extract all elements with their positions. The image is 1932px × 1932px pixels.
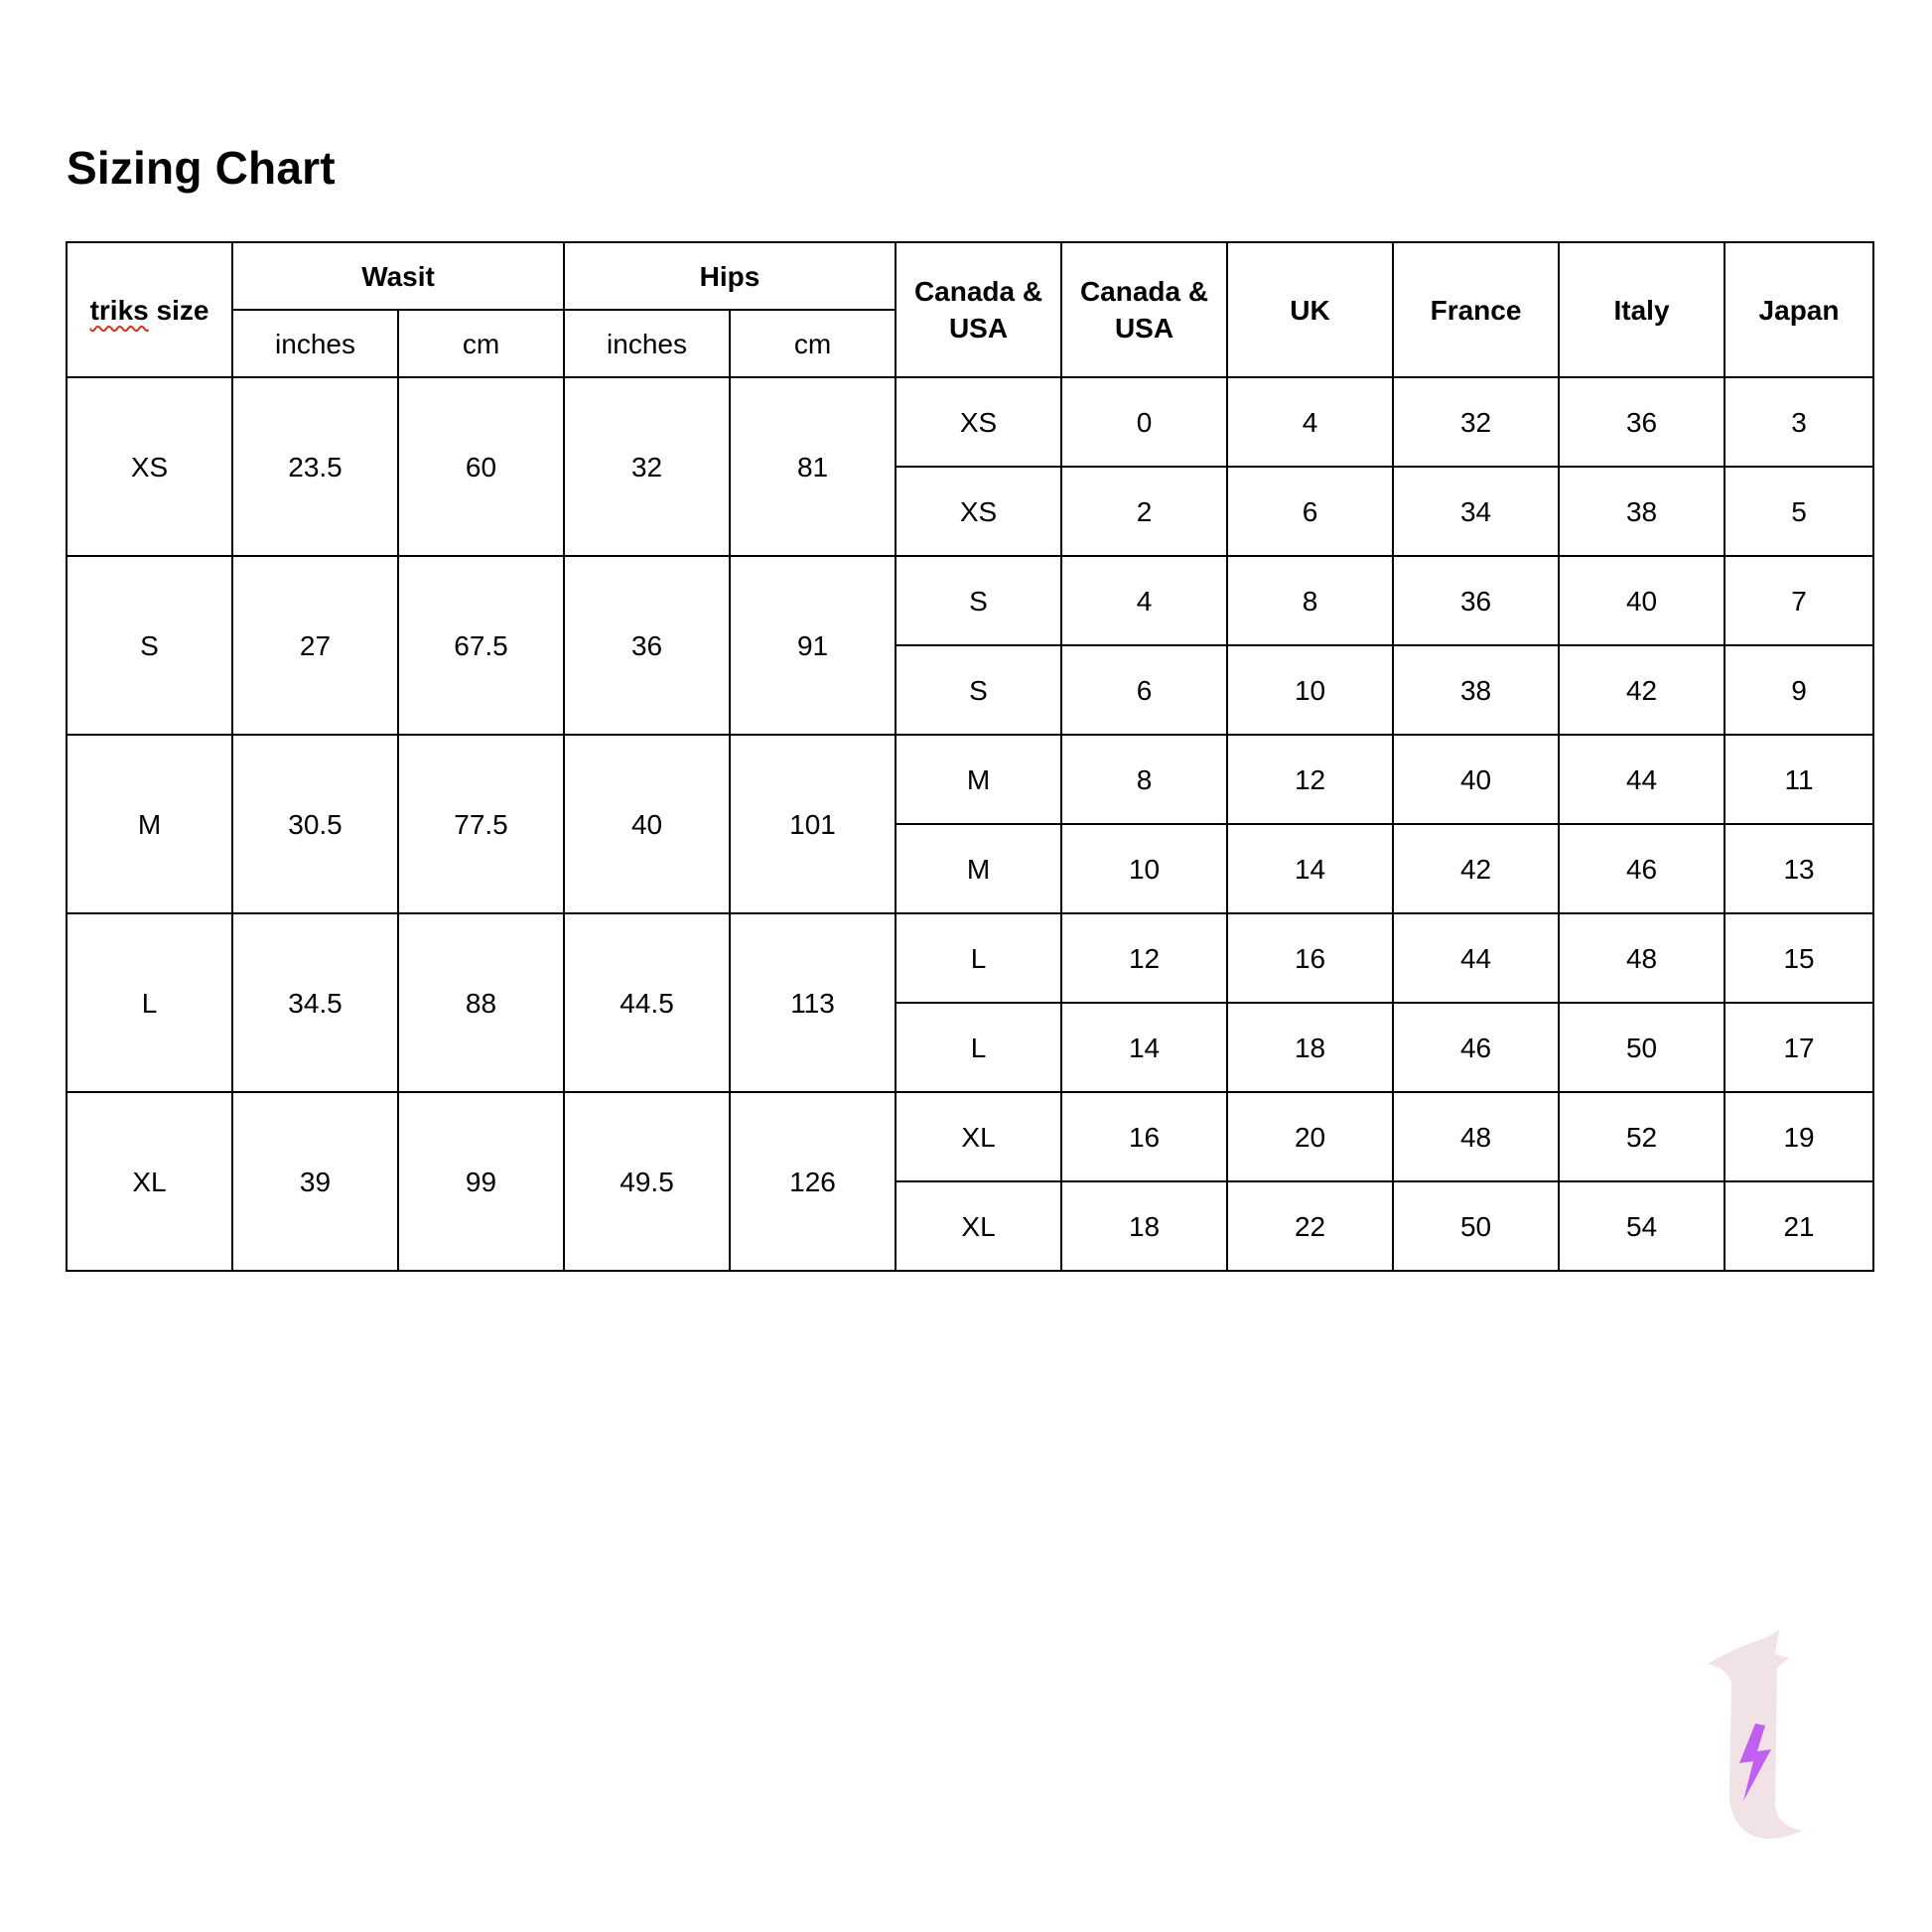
cell-italy: 38 [1559, 467, 1725, 556]
cell-uk: 16 [1227, 913, 1393, 1003]
cell-canada-usa-letter: S [896, 645, 1061, 735]
cell-france: 50 [1393, 1181, 1559, 1271]
size-group-xs [67, 377, 1873, 556]
page-title: Sizing Chart [67, 142, 336, 194]
cell-canada-usa-letter: L [896, 913, 1061, 1003]
cell-canada-usa-letter: XS [896, 377, 1061, 467]
cell-waist-inches: 39 [232, 1092, 398, 1271]
cell-italy: 40 [1559, 556, 1725, 645]
cell-japan: 11 [1725, 735, 1873, 824]
cell-japan: 15 [1725, 913, 1873, 1003]
cell-hips-inches: 49.5 [564, 1092, 730, 1271]
cell-france: 36 [1393, 556, 1559, 645]
cell-italy: 48 [1559, 913, 1725, 1003]
cell-canada-usa-number: 14 [1061, 1003, 1227, 1092]
cell-france: 38 [1393, 645, 1559, 735]
cell-waist-cm: 99 [398, 1092, 564, 1271]
cell-france: 48 [1393, 1092, 1559, 1181]
cell-hips-inches: 32 [564, 377, 730, 556]
header-france: France [1393, 242, 1559, 377]
cell-japan: 13 [1725, 824, 1873, 913]
cell-canada-usa-number: 2 [1061, 467, 1227, 556]
header-uk: UK [1227, 242, 1393, 377]
sizing-table [66, 241, 1874, 1272]
cell-italy: 54 [1559, 1181, 1725, 1271]
cell-japan: 7 [1725, 556, 1873, 645]
header-canada-usa-number [1061, 242, 1227, 377]
cell-triks-size: M [67, 735, 232, 913]
size-group-l [67, 913, 1873, 1092]
cell-triks-size: XS [67, 377, 232, 556]
lightning-bolt-logo-icon [1704, 1628, 1823, 1847]
cell-canada-usa-letter: M [896, 735, 1061, 824]
table-row [67, 1092, 1873, 1181]
size-group-xl [67, 1092, 1873, 1271]
cell-japan: 9 [1725, 645, 1873, 735]
cell-canada-usa-letter: L [896, 1003, 1061, 1092]
cell-canada-usa-number: 16 [1061, 1092, 1227, 1181]
cell-france: 34 [1393, 467, 1559, 556]
header-canada-usa-letter [896, 242, 1061, 377]
cell-italy: 52 [1559, 1092, 1725, 1181]
cell-uk: 14 [1227, 824, 1393, 913]
cell-canada-usa-letter: XL [896, 1181, 1061, 1271]
cell-waist-inches: 27 [232, 556, 398, 735]
header-waist: Wasit [232, 242, 564, 310]
header-hips: Hips [564, 242, 896, 310]
size-group-s [67, 556, 1873, 735]
cell-france: 40 [1393, 735, 1559, 824]
cell-uk: 22 [1227, 1181, 1393, 1271]
cell-hips-cm: 81 [730, 377, 896, 556]
header-hips-inches: inches [564, 310, 730, 377]
cell-italy: 50 [1559, 1003, 1725, 1092]
header-canada-usa-letter-line1: Canada & [913, 276, 1043, 307]
cell-canada-usa-letter: XL [896, 1092, 1061, 1181]
cell-waist-inches: 23.5 [232, 377, 398, 556]
cell-uk: 4 [1227, 377, 1393, 467]
cell-uk: 18 [1227, 1003, 1393, 1092]
cell-france: 32 [1393, 377, 1559, 467]
header-hips-cm: cm [730, 310, 896, 377]
cell-france: 44 [1393, 913, 1559, 1003]
header-waist-inches: inches [232, 310, 398, 377]
cell-hips-inches: 44.5 [564, 913, 730, 1092]
cell-hips-inches: 40 [564, 735, 730, 913]
cell-italy: 44 [1559, 735, 1725, 824]
header-triks-size-rest: size [148, 294, 209, 326]
cell-france: 46 [1393, 1003, 1559, 1092]
cell-japan: 19 [1725, 1092, 1873, 1181]
cell-japan: 5 [1725, 467, 1873, 556]
header-canada-usa-letter-line2: USA [948, 313, 1009, 344]
cell-waist-cm: 60 [398, 377, 564, 556]
cell-japan: 21 [1725, 1181, 1873, 1271]
cell-uk: 6 [1227, 467, 1393, 556]
cell-italy: 42 [1559, 645, 1725, 735]
cell-hips-cm: 91 [730, 556, 896, 735]
cell-italy: 46 [1559, 824, 1725, 913]
cell-canada-usa-number: 10 [1061, 824, 1227, 913]
cell-hips-cm: 101 [730, 735, 896, 913]
cell-italy: 36 [1559, 377, 1725, 467]
table-row [67, 735, 1873, 824]
cell-canada-usa-number: 0 [1061, 377, 1227, 467]
cell-canada-usa-letter: M [896, 824, 1061, 913]
header-canada-usa-number-line2: USA [1114, 313, 1174, 344]
cell-hips-cm: 126 [730, 1092, 896, 1271]
cell-japan: 17 [1725, 1003, 1873, 1092]
cell-canada-usa-number: 12 [1061, 913, 1227, 1003]
header-triks-size [67, 242, 232, 377]
cell-uk: 10 [1227, 645, 1393, 735]
cell-triks-size: S [67, 556, 232, 735]
cell-france: 42 [1393, 824, 1559, 913]
cell-waist-cm: 67.5 [398, 556, 564, 735]
cell-hips-inches: 36 [564, 556, 730, 735]
cell-hips-cm: 113 [730, 913, 896, 1092]
header-canada-usa-number-line1: Canada & [1079, 276, 1209, 307]
cell-uk: 8 [1227, 556, 1393, 645]
header-japan: Japan [1725, 242, 1873, 377]
cell-canada-usa-number: 4 [1061, 556, 1227, 645]
cell-canada-usa-letter: S [896, 556, 1061, 645]
cell-canada-usa-number: 6 [1061, 645, 1227, 735]
cell-triks-size: L [67, 913, 232, 1092]
table-row [67, 556, 1873, 645]
cell-canada-usa-number: 18 [1061, 1181, 1227, 1271]
size-group-m [67, 735, 1873, 913]
table-row [67, 377, 1873, 467]
table-row [67, 913, 1873, 1003]
header-italy: Italy [1559, 242, 1725, 377]
cell-uk: 20 [1227, 1092, 1393, 1181]
cell-waist-cm: 88 [398, 913, 564, 1092]
cell-uk: 12 [1227, 735, 1393, 824]
cell-waist-inches: 30.5 [232, 735, 398, 913]
cell-waist-inches: 34.5 [232, 913, 398, 1092]
cell-triks-size: XL [67, 1092, 232, 1271]
cell-canada-usa-letter: XS [896, 467, 1061, 556]
cell-japan: 3 [1725, 377, 1873, 467]
cell-waist-cm: 77.5 [398, 735, 564, 913]
header-triks-size-word: triks [89, 294, 149, 326]
cell-canada-usa-number: 8 [1061, 735, 1227, 824]
header-waist-cm: cm [398, 310, 564, 377]
